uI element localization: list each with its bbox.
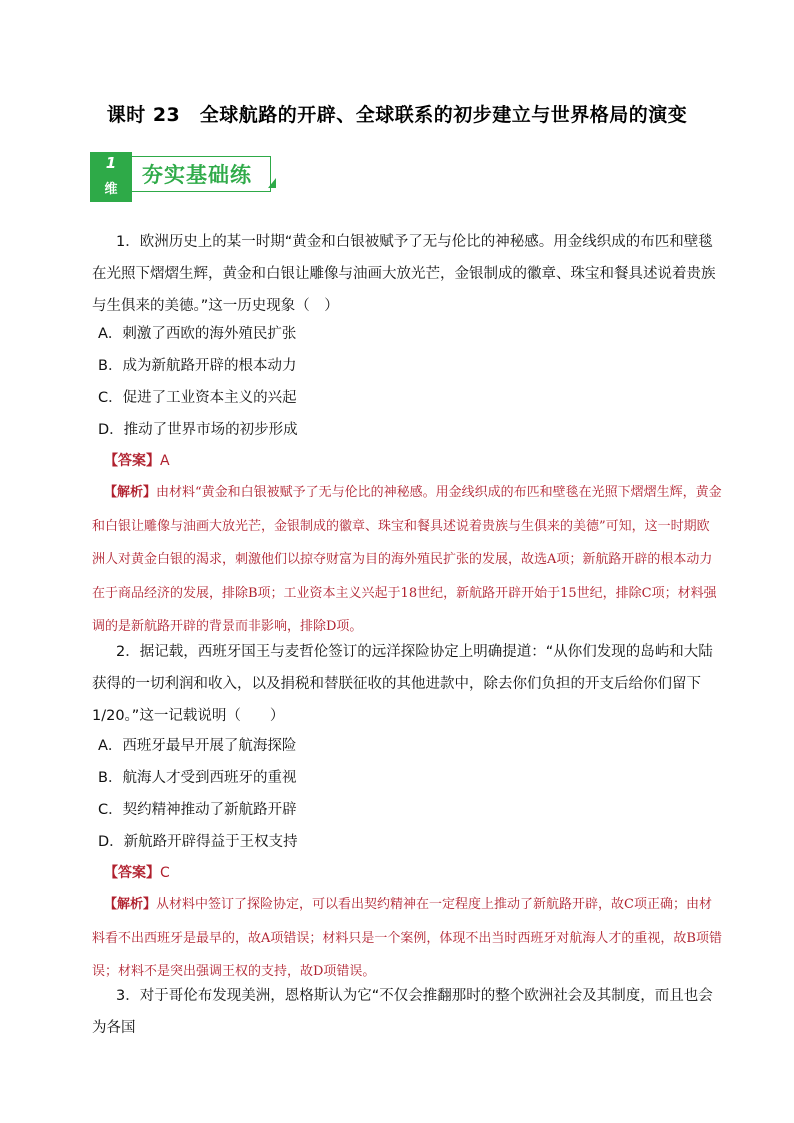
question-3-stem: 3．对于哥伦布发现美洲，恩格斯认为它“不仅会推翻那时的整个欧洲社会及其制度，而且也会为各国 xyxy=(92,988,713,1036)
question-1-answer xyxy=(104,446,170,476)
question-2-answer xyxy=(104,858,170,888)
question-2-option-c: C．契约精神推动了新航路开辟 xyxy=(98,802,297,818)
badge-level: 维 xyxy=(104,182,118,197)
answer-value: A xyxy=(160,453,170,469)
question-2-option-b: B．航海人才受到西班牙的重视 xyxy=(98,770,297,786)
section-badge xyxy=(90,152,286,202)
question-1-option-a: A．刺激了西欧的海外殖民扩张 xyxy=(98,326,297,342)
question-1-stem: 1．欧洲历史上的某一时期“黄金和白银被赋予了无与伦比的神秘感。用金线织成的布匹和壁毯在光照下熠熠生辉，黄金和白银让雕像与油画大放光芒，金银制成的徽章、珠宝和餐具述说着贵族与生俱来的美德。”这一历史现象（ ） xyxy=(92,234,716,314)
question-2-option-d: D．新航路开辟得益于王权支持 xyxy=(98,834,298,850)
explanation-mark: 【解析】 xyxy=(104,485,157,500)
question-1-option-c: C．促进了工业资本主义的兴起 xyxy=(98,390,297,406)
explanation-text: 由材料“黄金和白银被赋予了无与伦比的神秘感。用金线织成的布匹和壁毯在光照下熠熠生辉，黄金和白银让雕像与油画大放光芒，金银制成的徽章、珠宝和餐具述说着贵族与生俱来的美德”可知，这一时期欧洲人对黄金白银的渴求，刺激他们以掠夺财富为目的海外殖民扩张的发展，故选A项；新航路开辟的根本动力在于商品经济的发展，排除B项；工业资本主义兴起于18世纪，新航路开辟开始于15世纪，排除C项；材料强调的是新航路开辟的背景而非影响，排除D项。 xyxy=(92,485,722,634)
question-2-explanation xyxy=(92,888,722,989)
question-1-option-b: B．成为新航路开辟的根本动力 xyxy=(98,358,297,374)
page-title: 课时 23 全球航路的开辟、全球联系的初步建立与世界格局的演变 xyxy=(106,104,688,126)
question-1-option-d: D．推动了世界市场的初步形成 xyxy=(98,422,298,438)
badge-number: 1 xyxy=(105,154,117,172)
question-1-explanation xyxy=(92,476,722,644)
badge-label: 夯实基础练 xyxy=(142,163,252,187)
badge-corner-mark xyxy=(268,178,276,188)
question-2-stem: 2．据记载，西班牙国王与麦哲伦签订的远洋探险协定上明确提道：“从你们发现的岛屿和大陆获得的一切利润和收入，以及捐税和替朕征收的其他进款中，除去你们负担的开支后给你们留下 1/20。”这一记载说明（ ） xyxy=(92,644,713,724)
question-2-option-a: A．西班牙最早开展了航海探险 xyxy=(98,738,297,754)
answer-mark: 【答案】 xyxy=(104,865,160,881)
answer-mark: 【答案】 xyxy=(104,453,160,469)
explanation-mark: 【解析】 xyxy=(104,897,157,912)
answer-value: C xyxy=(160,865,170,881)
explanation-text: 从材料中签订了探险协定，可以看出契约精神在一定程度上推动了新航路开辟，故C项正确；由材料看不出西班牙是最早的，故A项错误；材料只是一个案例，体现不出当时西班牙对航海人才的重视，故B项错误；材料不是突出强调王权的支持，故D项错误。 xyxy=(92,897,722,979)
